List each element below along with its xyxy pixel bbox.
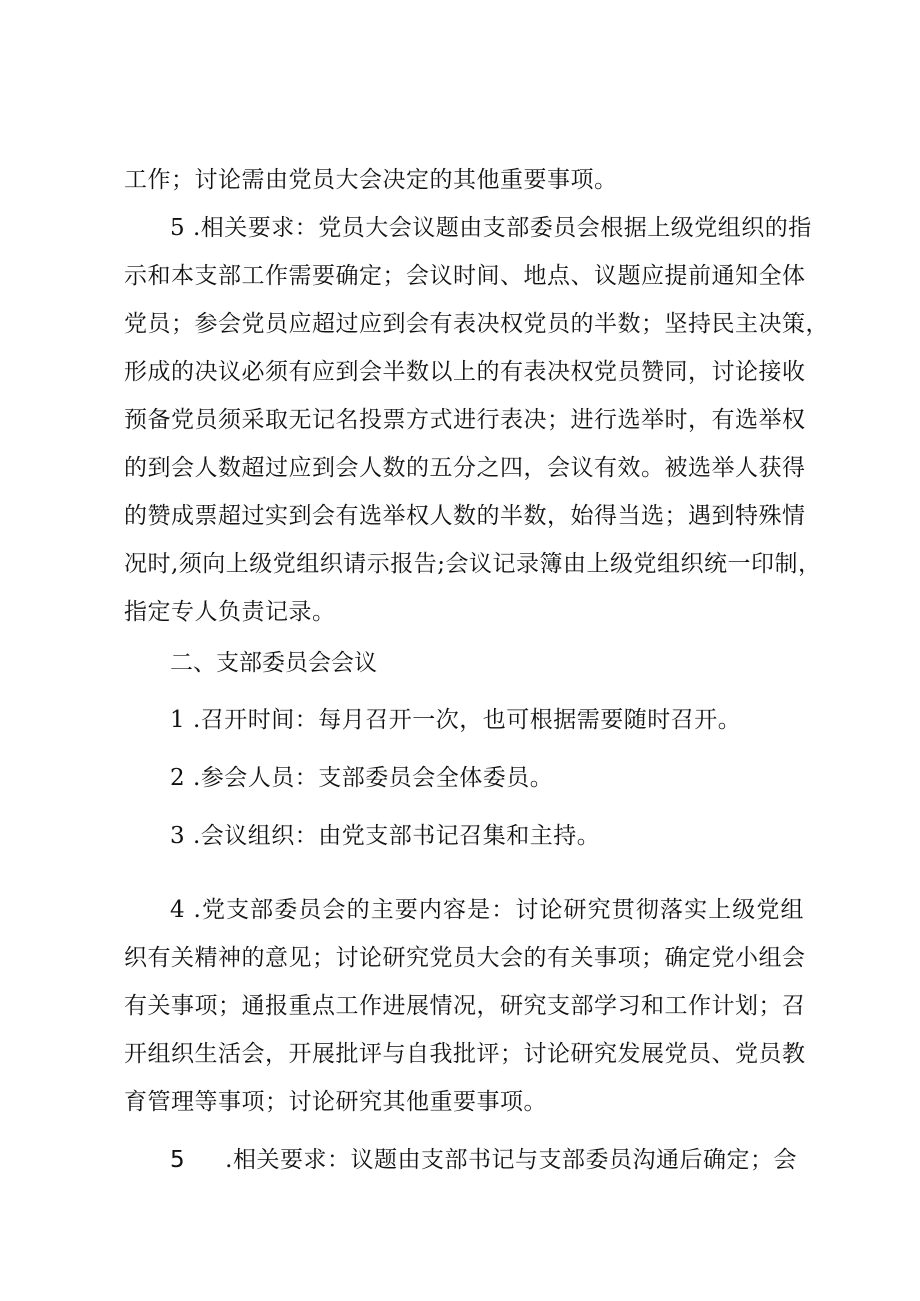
paragraph-line: 指定专人负责记录。: [124, 599, 336, 625]
section-heading: 二、支部委员会会议: [170, 650, 377, 676]
paragraph-line: 5 .相关要求：党员大会议题由支部委员会根据上级党组织的指: [170, 215, 812, 241]
paragraph-line: 的到会人数超过应到会人数的五分之四，会议有效。被选举人获得: [124, 455, 806, 481]
list-item-text: .相关要求：议题由支部书记与支部委员沟通后确定；会: [225, 1147, 797, 1173]
paragraph-line: 示和本支部工作需要确定；会议时间、地点、议题应提前通知全体: [124, 263, 806, 289]
paragraph-line: 党员；参会党员应超过应到会有表决权党员的半数；坚持民主决策，: [124, 311, 829, 337]
list-item: 1 .召开时间：每月召开一次，也可根据需要随时召开。: [170, 707, 742, 733]
list-item: 2 .参会人员：支部委员会全体委员。: [170, 765, 554, 791]
list-item-line: 有关事项；通报重点工作进展情况，研究支部学习和工作计划；召: [124, 993, 806, 1019]
paragraph-line: 的赞成票超过实到会有选举权人数的半数，始得当选；遇到特殊情: [124, 503, 806, 529]
list-item-line: 开组织生活会，开展批评与自我批评；讨论研究发展党员、党员教: [124, 1041, 806, 1067]
list-item-line: 织有关精神的意见；讨论研究党员大会的有关事项；确定党小组会: [124, 945, 806, 971]
list-item: [170, 1145, 804, 1175]
paragraph-line: 况时,须向上级党组织请示报告;会议记录簿由上级党组织统一印制，: [124, 551, 822, 577]
list-item-number: 5: [170, 1147, 186, 1173]
list-item: 3 .会议组织：由党支部书记召集和主持。: [170, 823, 601, 849]
paragraph-line: 工作；讨论需由党员大会决定的其他重要事项。: [124, 167, 618, 193]
list-item-line: 4 .党支部委员会的主要内容是：讨论研究贯彻落实上级党组: [170, 897, 804, 923]
paragraph-line: 预备党员须采取无记名投票方式进行表决；进行选举时，有选举权: [124, 407, 806, 433]
list-item-line: 育管理等事项；讨论研究其他重要事项。: [124, 1089, 547, 1115]
paragraph-line: 形成的决议必须有应到会半数以上的有表决权党员赞同，讨论接收: [124, 359, 806, 385]
